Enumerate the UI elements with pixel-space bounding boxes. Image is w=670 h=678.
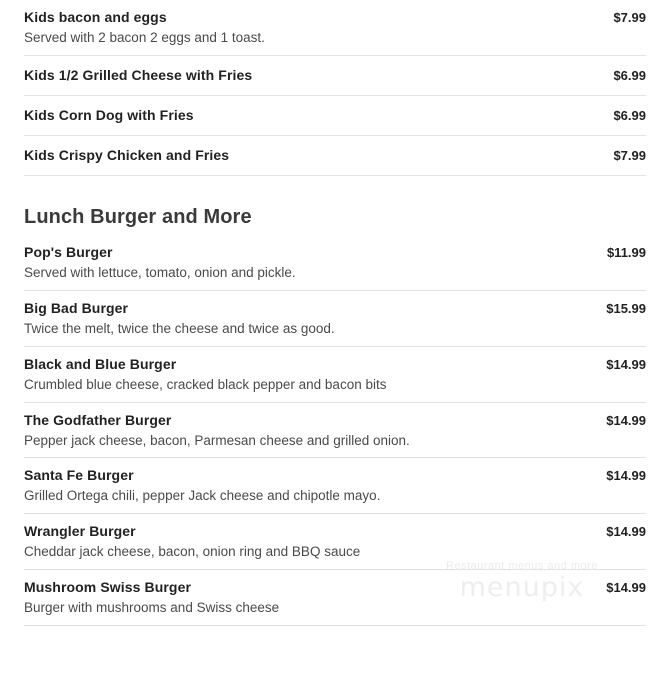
menu-item-row	[24, 0, 646, 25]
menu-item-name: Mushroom Swiss Burger	[24, 579, 192, 596]
menu-item-price: $14.99	[606, 412, 646, 428]
menu-item-price: $7.99	[613, 10, 646, 25]
menu-item-description: Grilled Ortega chili, pepper Jack cheese and chipotle mayo.	[24, 488, 381, 504]
menu-item-description: Pepper jack cheese, bacon, Parmesan cheese and grilled onion.	[24, 432, 410, 448]
menu-item-name: Wrangler Burger	[24, 523, 136, 540]
watermark-logo-text: menupix	[459, 572, 585, 603]
watermark-tagline: Restaurant menus and more	[446, 560, 598, 572]
menu-item-name: Kids 1/2 Grilled Cheese with Fries	[24, 66, 253, 83]
menu-item-row	[24, 570, 646, 595]
menu-item-name: Kids Crispy Chicken and Fries	[24, 146, 230, 163]
menu-item-row	[24, 56, 646, 87]
menu-item-row	[24, 235, 646, 260]
menu-item-description: Crumbled blue cheese, cracked black pepper and bacon bits	[24, 376, 387, 392]
section-title: Lunch Burger and More	[24, 205, 252, 228]
menu-item	[24, 96, 646, 136]
menu-item-name: Kids bacon and eggs	[24, 9, 167, 25]
menu-item-description: Burger with mushrooms and Swiss cheese	[24, 600, 280, 616]
menu-item-name: The Godfather Burger	[24, 411, 172, 428]
menu-item-row	[24, 136, 646, 167]
menu-item-price: $11.99	[606, 244, 646, 260]
menu-item-row	[24, 347, 646, 372]
menu-item	[24, 570, 646, 626]
menu-item-description: Twice the melt, twice the cheese and twice as good.	[24, 320, 335, 336]
menu-item-name: Santa Fe Burger	[24, 467, 134, 484]
menu-item-price: $7.99	[613, 147, 646, 163]
menu-item-name: Big Bad Burger	[24, 299, 129, 316]
menu-item-name: Kids Corn Dog with Fries	[24, 106, 194, 123]
menu-item-row	[24, 514, 646, 539]
menu-item-row	[24, 458, 646, 483]
menu-item	[24, 347, 646, 403]
menu-item-price: $14.99	[606, 468, 646, 484]
menu-item-description: Served with lettuce, tomato, onion and pickle.	[24, 264, 296, 280]
menu-item-price: $6.99	[613, 67, 646, 83]
menu-item-price: $14.99	[606, 356, 646, 372]
menu-item-row	[24, 291, 646, 316]
menu-item-price: $15.99	[606, 300, 646, 316]
menu-item-description: Served with 2 bacon 2 eggs and 1 toast.	[24, 30, 265, 45]
menu-item-price: $14.99	[606, 580, 646, 596]
menu-item	[24, 403, 646, 459]
menu-item	[24, 136, 646, 176]
menu-item-name: Black and Blue Burger	[24, 355, 177, 372]
menu-item	[24, 56, 646, 96]
menu-item-row	[24, 403, 646, 428]
menu-item-name: Pop's Burger	[24, 243, 113, 260]
menu-item-price: $6.99	[613, 107, 646, 123]
menu-item-description: Cheddar jack cheese, bacon, onion ring and BBQ sauce	[24, 544, 361, 560]
menu-item	[24, 458, 646, 514]
menu-item	[24, 0, 646, 56]
menu-item-row	[24, 96, 646, 127]
menu-item	[24, 291, 646, 347]
menu-item	[24, 235, 646, 291]
menu-item	[24, 514, 646, 570]
menu-item-price: $14.99	[606, 524, 646, 540]
